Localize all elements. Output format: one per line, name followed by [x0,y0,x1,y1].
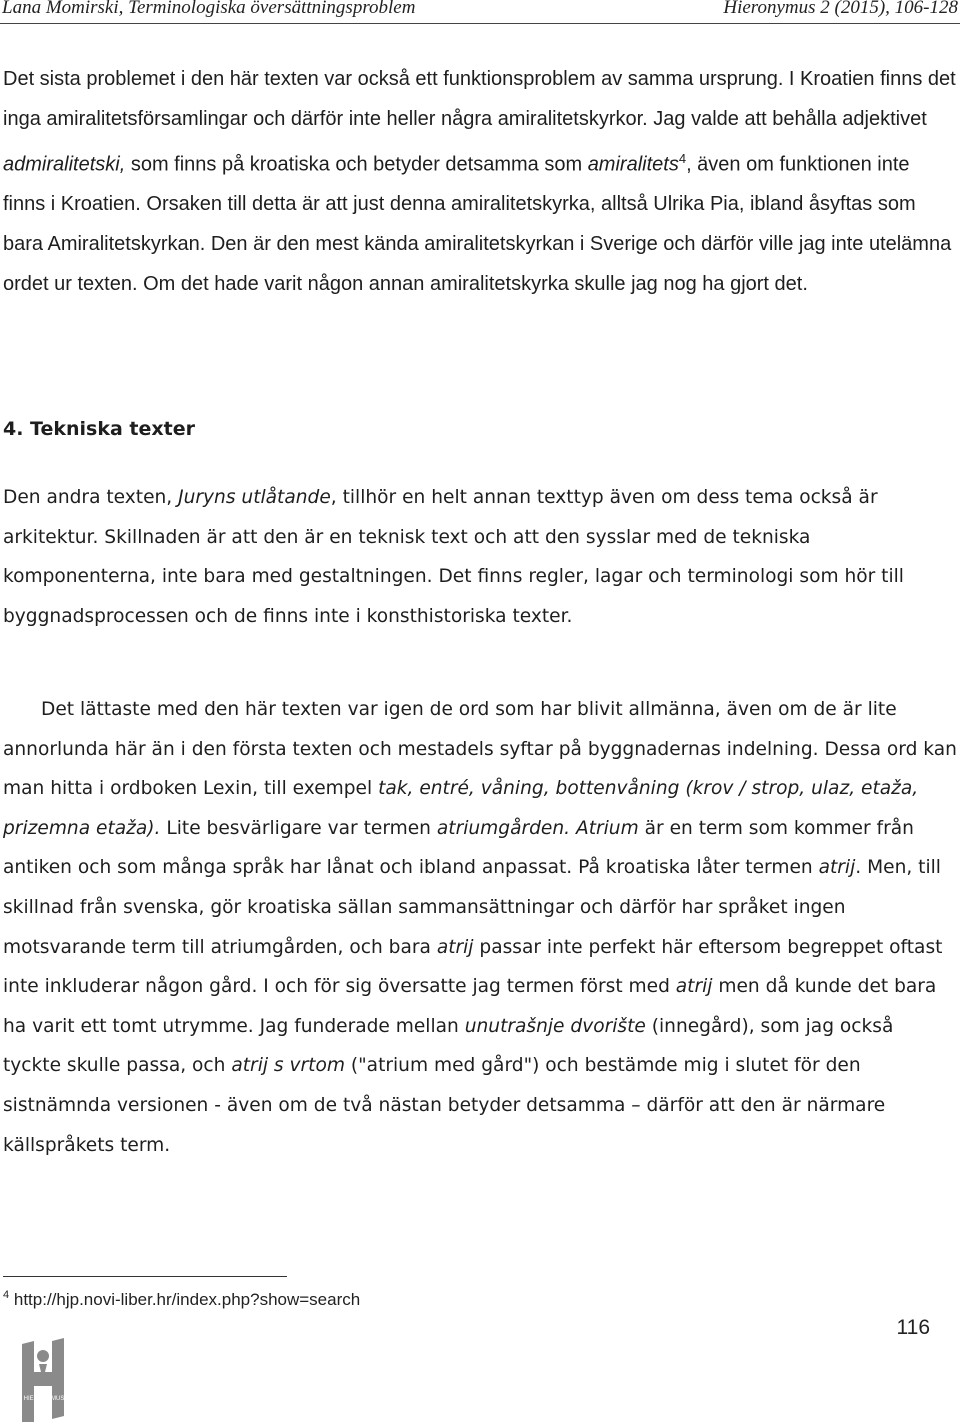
paragraph-tekniska-texter [3,478,957,636]
italic-term: atriumgården. Atrium [436,817,639,839]
footnote-reference[interactable]: 4 [678,151,687,167]
paragraph-text: , tillhör en helt annan texttyp även om dess tema också är arkitektur. Skillnaden är att den är en teknisk text och att den sysslar med de tekniska komponenterna, inte bara med gestaltningen. Det finns regler, lagar och terminologi som hör till byggnadsprocessen och de finns inte i konsthistoriska texter. [3,487,904,627]
footnote [3,1289,360,1310]
footnote-divider [3,1276,287,1277]
paragraph-amiralitets [3,60,957,304]
paragraph-text: passar inte perfekt här eftersom begreppet oftast inte inkluderar någon gård. I och för sig översatte jag termen först med [3,936,943,998]
header-author-title: Lana Momirski, Terminologiska översättningsproblem [2,0,416,18]
paragraph-text: Den andra texten, [3,487,179,508]
italic-term: admiralitetski, [3,153,126,176]
paragraph-text: är en term som kommer från antiken och som många språk har lånat och ibland anpassat. På kroatiska låter termen [3,817,914,879]
italic-term: atrij s vrtom [231,1055,345,1077]
paragraph-text: . Men, till skillnad från svenska, gör kroatiska sällan sammansättningar och därför har språket ingen motsvarande term till atriumgården, och bara [3,857,941,958]
running-header [0,0,960,20]
footnote-link[interactable]: http://hjp.novi-liber.hr/index.php?show=search [13,1290,361,1309]
paragraph-text: men då kunde det bara ha varit ett tomt utrymme. Jag funderade mellan [3,976,937,1037]
paragraph-text: , även om funktionen inte finns i Kroatien. Orsaken till detta är att just denna amiralitetskyrka, alltså Ulrika Pia, ibland åsyftas som bara Amiralitetskyrkan. Den är den mest kända amiralitetskyrkan i Sverige och därför ville jag inte utelämna ordet ur texten. Om det hade varit någon annan amiralitetskyrka skulle jag nog ha gjort det. [3,153,952,295]
italic-term: Juryns utlåtande [178,487,331,508]
italic-term: unutrašnje dvorište [464,1015,646,1037]
hieronymus-logo-icon [14,1338,74,1422]
italic-term: amiralitets [587,153,679,176]
header-divider [0,23,960,24]
paragraph-text: Det lättaste med den här texten var igen de ord som har blivit allmänna, även om de är lite annorlunda här än i den första texten och mestadels syftar på byggnadernas indelning. Dessa ord kan man hitta i ordboken Lexin, till exempel [3,699,957,800]
italic-term: atrij [675,976,713,998]
paragraph-text: som finns på kroatiska och betyder detsamma som [125,153,588,176]
italic-term: atrij [436,936,474,958]
italic-term: tak, entré, våning, bottenvåning (krov / strop, ulaz, etaža, prizemna etaža). [3,778,919,839]
paragraph-text: Det sista problemet i den här texten var också ett funktionsproblem av samma ursprung. I Kroatien finns det inga amiralitetsförsamlingar och därför inte heller några amiralitetskyrkor. Jag valde att behålla adjektivet [3,68,956,130]
section-heading: 4. Tekniska texter [3,418,195,440]
page-number: 116 [896,1316,930,1339]
paragraph-text: (innegård), som jag också tyckte skulle passa, och [3,1015,894,1077]
italic-term: atrij [818,857,856,879]
paragraph-text: Lite besvärligare var termen [160,817,437,839]
header-journal-issue: Hieronymus 2 (2015), 106-128 [723,0,958,18]
paragraph-text: ("atrium med gård") och bestämde mig i slutet för den sistnämnda versionen - även om de två nästan betyder detsamma – därför att den är närmare källspråkets term. [3,1055,886,1156]
paragraph-atrium [3,690,957,1165]
logo-wordmark: HIERONYMUS [23,1396,65,1402]
footnote-number: 4 [3,1289,10,1301]
